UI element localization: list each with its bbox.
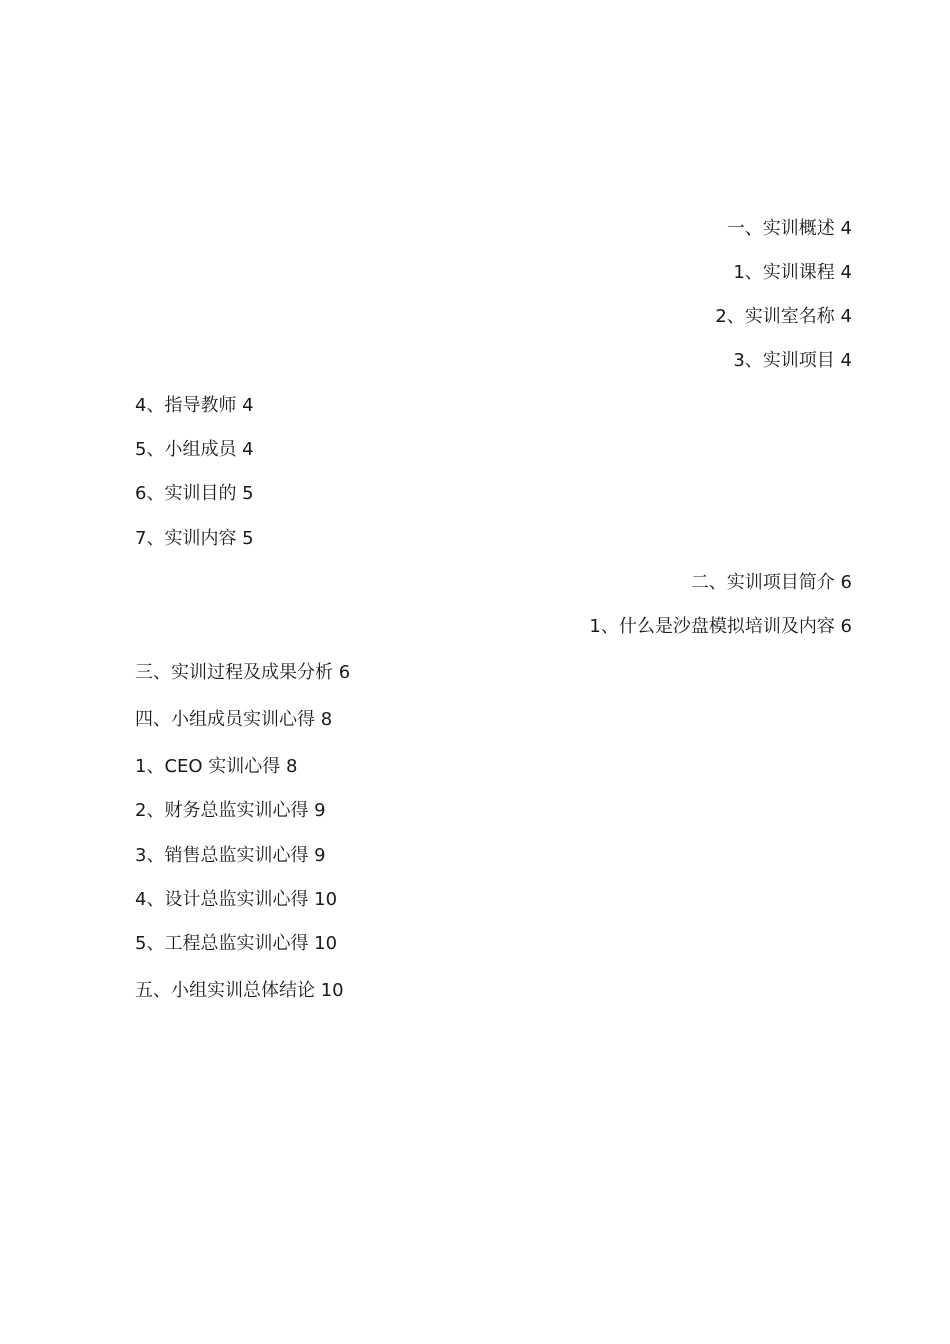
toc-entry-1-1: 1、实训课程 4 [733,262,852,283]
toc-entry-1-4: 4、指导教师 4 [135,395,254,416]
toc-entry-1-3: 3、实训项目 4 [733,350,852,371]
toc-entry-1-7: 7、实训内容 5 [135,528,254,549]
toc-entry-1-2: 2、实训室名称 4 [715,306,852,327]
toc-entry-4-5: 5、工程总监实训心得 10 [135,933,338,954]
toc-entry-3: 三、实训过程及成果分析 6 [135,662,351,683]
toc-entry-4-4: 4、设计总监实训心得 10 [135,889,338,910]
toc-entry-2: 二、实训项目简介 6 [690,572,852,593]
toc-entry-4-1: 1、CEO 实训心得 8 [135,756,298,777]
toc-entry-4-3: 3、销售总监实训心得 9 [135,845,326,866]
toc-entry-4-2: 2、财务总监实训心得 9 [135,800,326,821]
toc-entry-1-6: 6、实训目的 5 [135,483,254,504]
toc-entry-1: 一、实训概述 4 [726,218,852,239]
toc-entry-4: 四、小组成员实训心得 8 [135,709,333,730]
toc-entry-5: 五、小组实训总体结论 10 [135,980,344,1001]
toc-entry-2-1: 1、什么是沙盘模拟培训及内容 6 [589,616,852,637]
toc-entry-1-5: 5、小组成员 4 [135,439,254,460]
